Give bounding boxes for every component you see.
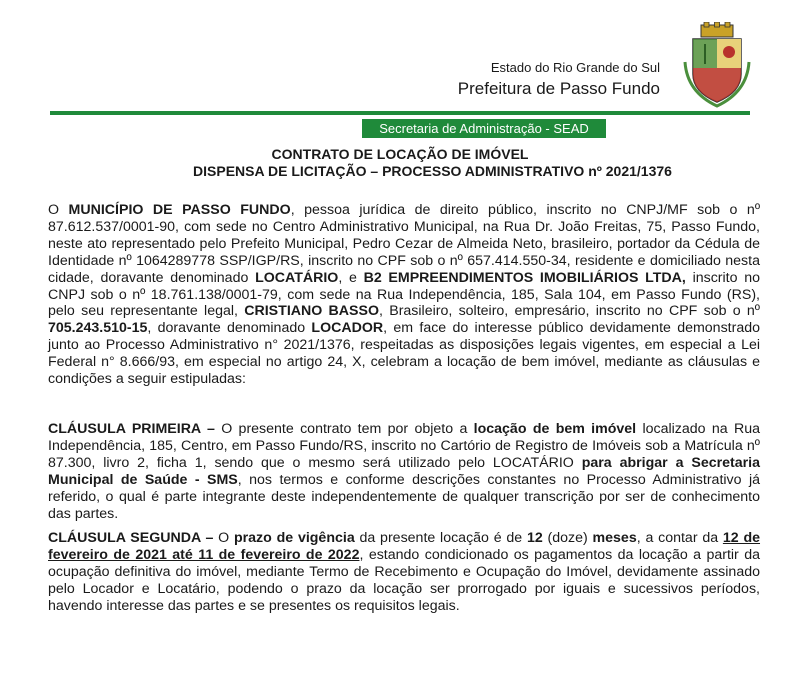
clause-1-paragraph (48, 421, 760, 522)
text-run: , em face do interesse público devidamente demonstrado junto ao Processo Administrativo n° 2021/1376, respeitadas as disposições legais vigentes, em especial a Lei Federal n° 8.666/93, em especial no artigo 24, X, celebram a locação de bem imóvel, mediante as cláusulas e condições a seguir estipuladas: (48, 320, 761, 388)
text-run: O presente contrato tem por objeto a (214, 420, 474, 437)
clause-2-paragraph (48, 530, 760, 615)
header-divider (50, 111, 750, 115)
clause-2-term-label: prazo de vigência (233, 530, 355, 547)
text-run: , nos termos e conforme descrições constantes no Processo Administrativo já referido, o qual é parte integrante deste independentemente de qualquer transcrição por ser de conhecimento das partes. (48, 471, 761, 522)
text-run: (doze) (542, 530, 593, 547)
text-run: , a contar da (636, 530, 723, 547)
contract-title: CONTRATO DE LOCAÇÃO DE IMÓVEL (271, 146, 529, 162)
city-hall-name: Prefeitura de Passo Fundo (457, 79, 660, 98)
term-locador: LOCADOR (311, 320, 384, 337)
text-run: , doravante denominado (147, 320, 312, 337)
contract-subtitle: DISPENSA DE LICITAÇÃO – PROCESSO ADMINISTRATIVO nº 2021/1376 (193, 163, 672, 179)
text-run: localizado na Rua Independência, 185, Centro, em Passo Fundo/RS, inscrito no Cartório de Registro de Imóveis sob a Matrícula nº 87.300, livro 2, ficha 1, sendo que o mesmo será utilizado pelo LOCATÁRIO (48, 420, 761, 471)
text-run: da presente locação é de (354, 530, 527, 547)
clause-2-months-word: meses (592, 530, 637, 547)
text-run: O (213, 530, 234, 547)
contract-title-block (0, 146, 800, 180)
contract-body (48, 202, 760, 615)
clause-1-purpose: para abrigar a Secretaria Municipal de Saúde - SMS (48, 454, 760, 488)
term-locatario: LOCATÁRIO (255, 269, 339, 286)
intro-paragraph (48, 202, 760, 388)
text-run: , Brasileiro, solteiro, empresário, inscrito no CPF sob o nº (379, 303, 760, 320)
representative-cpf: 705.243.510-15 (48, 320, 148, 337)
party-empresa: B2 EMPREENDIMENTOS IMOBILIÁRIOS LTDA, (363, 269, 686, 286)
clause-1-object: locação de bem imóvel (473, 420, 637, 437)
clause-2-months-number: 12 (526, 530, 543, 547)
text-run: O (48, 202, 69, 218)
representative-name: CRISTIANO BASSO (244, 303, 380, 320)
clause-1-heading: CLÁUSULA PRIMEIRA – (48, 420, 215, 437)
party-municipio: MUNICÍPIO DE PASSO FUNDO (68, 202, 291, 218)
coat-of-arms-icon (683, 22, 751, 108)
letterhead (458, 60, 660, 99)
text-run: , e (338, 269, 364, 286)
text-run: inscrito no CNPJ sob o nº 18.761.138/0001-79, com sede na Rua Independência, 185, Sala 104, em Passo Fundo (RS), pelo seu representante legal, (48, 269, 761, 320)
clause-2-heading: CLÁUSULA SEGUNDA – (48, 530, 214, 547)
text-run: , estando condicionado os pagamentos da locação a partir da ocupação definitiva do imóvel, mediante Termo de Recebimento e Ocupação do Imóvel, devidamente assinado pelo Locador e Locatário, podendo o prazo da locação ser prorrogado por iguais e sucessivos períodos, havendo interesse das partes e se presentes os requisitos legais. (48, 547, 760, 615)
state-name: Estado do Rio Grande do Sul (490, 60, 660, 75)
clause-2-period: 12 de fevereiro de 2021 até 11 de fevereiro de 2022 (48, 530, 761, 564)
department-banner: Secretaria de Administração - SEAD (362, 119, 606, 138)
text-run: , pessoa jurídica de direito público, inscrito no CNPJ/MF sob o nº 87.612.537/0001-90, com sede no Centro Administrativo Municipal, na Rua Dr. João Freitas, 75, Passo Fundo, neste ato representado pelo Prefeito Municipal, Pedro Cezar de Almeida Neto, brasileiro, portador da Cédula de Identidade nº 1064289778 SSP/IGP/RS, inscrito no CPF sob o nº 657.414.550-34, residente e domiciliado nesta cidade, doravante denominado (48, 202, 761, 286)
